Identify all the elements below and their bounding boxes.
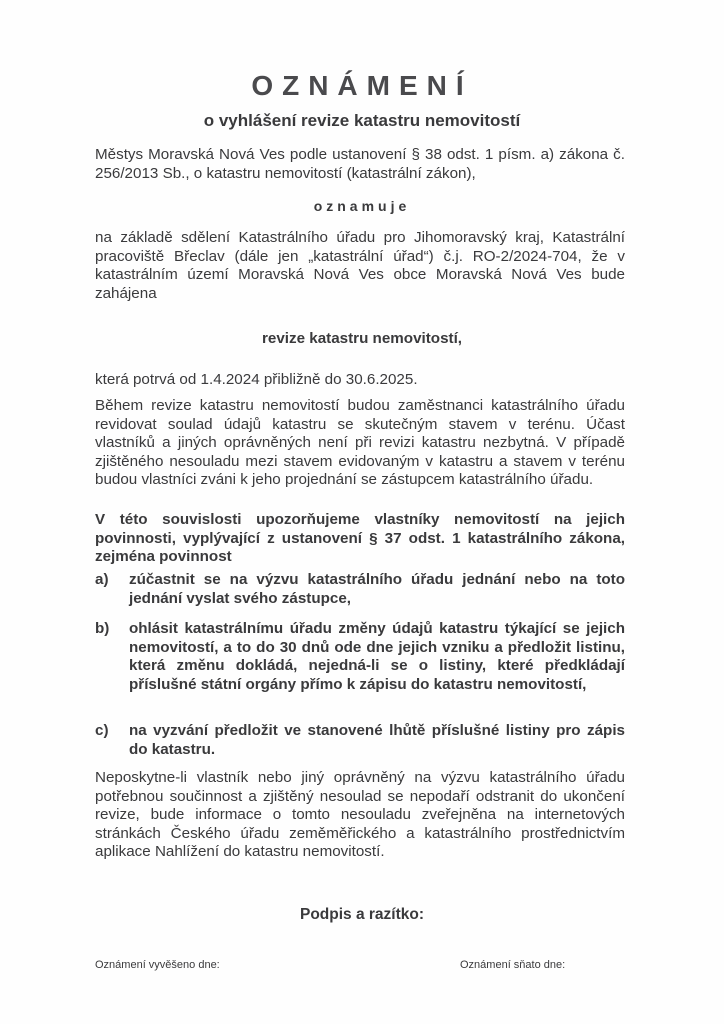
- revision-paragraph: Během revize katastru nemovitostí budou zaměstnanci katastrálního úřadu revidovat soulad údajů katastru se skutečným stavem v terénu. Účast vlastníků a jiných oprávněných není při revizi katastru nezbytná. V případě zjištěného nesouladu mezi stavem evidovaným v katastru a stavem v terénu budou vlastníci zváni k jeho projednání se zástupcem katastrálního úřadu.: [95, 397, 625, 489]
- list-marker: c): [95, 722, 109, 739]
- non-cooperation-paragraph: Neposkytne-li vlastník nebo jiný oprávněný na výzvu katastrálního úřadu potřebnou součinnost a zjištěný nesoulad se nepodaří odstranit do ukončení revize, bude informace o tomto nesouladu zveřejněna na internetových stránkách Českého úřadu zeměměřického a katastrálního prostřednictvím aplikace Nahlížení do katastru nemovitostí.: [95, 769, 625, 861]
- removed-date-label: Oznámení sňato dne:: [460, 959, 566, 971]
- basis-paragraph: na základě sdělení Katastrálního úřadu pro Jihomoravský kraj, Katastrální pracoviště Břeclav (dále jen „katastrální úřad“) č.j. RO-2/2024-704, že v katastrálním území Moravská Nová Ves obce Moravská Nová Ves bude zahájena: [95, 229, 625, 302]
- document-title: OZNÁMENÍ: [251, 70, 473, 101]
- signature-label: Podpis a razítko:: [299, 906, 425, 923]
- list-marker: b): [95, 620, 110, 637]
- posted-date-label: Oznámení vyvěšeno dne:: [95, 959, 220, 971]
- list-text: na vyzvání předložit ve stanovené lhůtě příslušné listiny pro zápis do katastru.: [129, 722, 625, 758]
- obligation-item-b: [95, 620, 625, 694]
- list-marker: a): [95, 571, 109, 588]
- intro-paragraph: Městys Moravská Nová Ves podle ustanovení § 38 odst. 1 písm. a) zákona č. 256/2013 Sb., o katastru nemovitostí (katastrální zákon),: [95, 146, 625, 182]
- obligations-intro: V této souvislosti upozorňujeme vlastníky nemovitostí na jejich povinnosti, vyplývající z ustanovení § 37 odst. 1 katastrálního zákona, zejména povinnost: [95, 511, 625, 566]
- subject-heading: revize katastru nemovitostí,: [261, 330, 463, 347]
- obligation-item-c: [95, 722, 625, 759]
- duration-paragraph: která potrvá od 1.4.2024 přibližně do 30.6.2025.: [95, 371, 418, 388]
- list-text: ohlásit katastrálnímu úřadu změny údajů katastru týkající se jejich nemovitostí, a to do 30 dnů ode dne jejich vzniku a předložit listinu, která změnu dokládá, nejedná-li se o listiny, které předkládají příslušné státní orgány přímo k zápisu do katastru nemovitostí,: [129, 620, 625, 693]
- announces-heading: oznamuje: [313, 198, 411, 214]
- obligation-item-a: [95, 571, 625, 608]
- list-text: zúčastnit se na výzvu katastrálního úřadu jednání nebo na toto jednání vyslat svého zástupce,: [129, 571, 625, 607]
- document-subtitle: o vyhlášení revize katastru nemovitostí: [203, 111, 521, 130]
